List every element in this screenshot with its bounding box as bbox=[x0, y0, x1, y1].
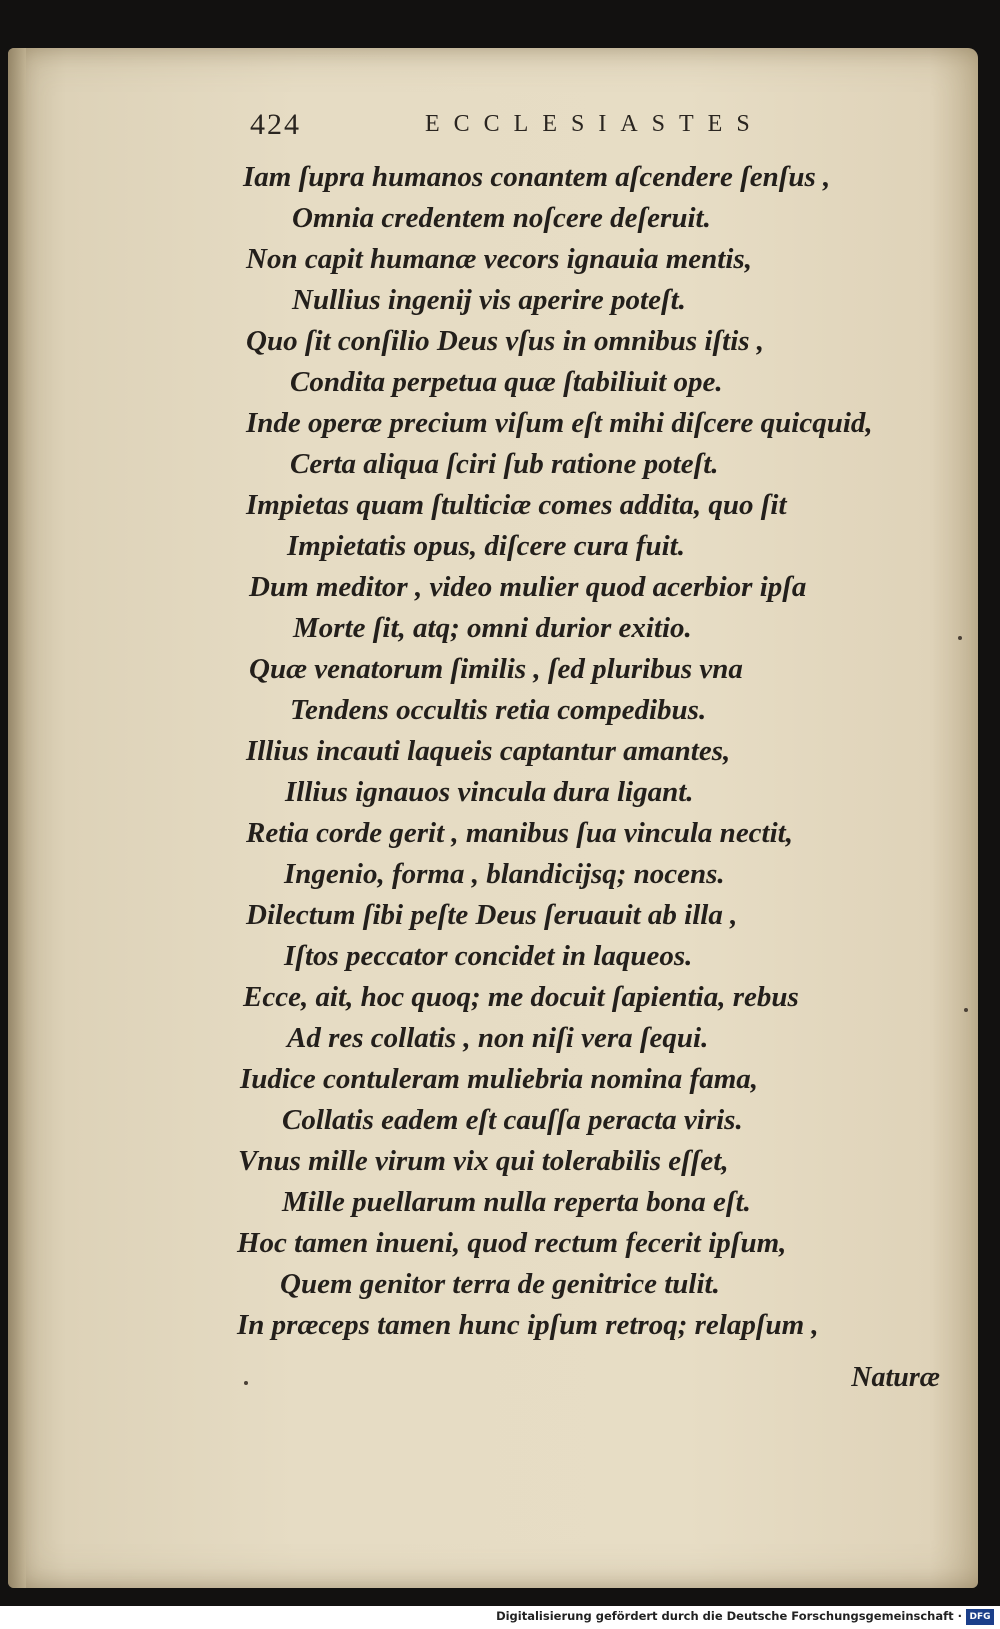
verse-line: Impietas quam ſtulticiæ comes addita, quo ſit bbox=[246, 489, 787, 521]
paper-speck bbox=[244, 1381, 248, 1385]
verse-line: Collatis eadem eſt cauſſa peracta viris. bbox=[282, 1104, 743, 1136]
verse-line: Dum meditor , video mulier quod acerbior ipſa bbox=[249, 571, 807, 603]
verse-line: Iudice contuleram muliebria nomina fama, bbox=[240, 1063, 759, 1095]
verse-line: In præceps tamen hunc ipſum retroq; relapſum , bbox=[237, 1309, 819, 1341]
verse-line: Ingenio, forma , blandicijsq; nocens. bbox=[284, 858, 725, 890]
verse-line: Quo ſit conſilio Deus vſus in omnibus iſtis , bbox=[246, 325, 765, 357]
catchword: Naturæ bbox=[851, 1362, 940, 1393]
verse-line: Certa aliqua ſciri ſub ratione poteſt. bbox=[290, 448, 719, 480]
funding-credit: Digitalisierung gefördert durch die Deutsche Forschungsgemeinschaft · bbox=[496, 1609, 962, 1623]
verse-line: Condita perpetua quæ ſtabiliuit ope. bbox=[290, 366, 723, 398]
verse-line: Illius ignauos vincula dura ligant. bbox=[285, 776, 694, 808]
verse-line: Impietatis opus, diſcere cura fuit. bbox=[287, 530, 685, 562]
verse-line: Morte ſit, atq; omni durior exitio. bbox=[293, 612, 692, 644]
verse-line: Vnus mille virum vix qui tolerabilis eſſet, bbox=[238, 1145, 729, 1177]
verse-line: Tendens occultis retia compedibus. bbox=[290, 694, 707, 726]
verse-line: Hoc tamen inueni, quod rectum fecerit ipſum, bbox=[237, 1227, 787, 1259]
verse-line: Iam ſupra humanos conantem aſcendere ſenſus , bbox=[243, 161, 831, 193]
page-number: 424 bbox=[250, 108, 301, 141]
digitization-footer bbox=[0, 1606, 1000, 1629]
verse-line: Nullius ingenij vis aperire poteſt. bbox=[292, 284, 686, 316]
verse-line: Inde operæ precium viſum eſt mihi diſcere quicquid, bbox=[246, 407, 873, 439]
verse-line: Omnia credentem noſcere deſeruit. bbox=[292, 202, 711, 234]
verse-line: Quæ venatorum ſimilis , ſed pluribus vna bbox=[249, 653, 743, 685]
verse-line: Dilectum ſibi peſte Deus ſeruauit ab illa , bbox=[246, 899, 738, 931]
verse-line: Illius incauti laqueis captantur amantes, bbox=[246, 735, 731, 767]
verse-line: Iſtos peccator concidet in laqueos. bbox=[284, 940, 693, 972]
paper-speck bbox=[964, 1008, 968, 1012]
verse-line: Mille puellarum nulla reperta bona eſt. bbox=[282, 1186, 751, 1218]
paper-speck bbox=[958, 636, 962, 640]
running-title: ECCLESIASTES bbox=[425, 111, 764, 137]
verse-line: Ad res collatis , non niſi vera ſequi. bbox=[287, 1022, 709, 1054]
verse-line: Non capit humanæ vecors ignauia mentis, bbox=[246, 243, 752, 275]
verse-line: Quem genitor terra de genitrice tulit. bbox=[280, 1268, 720, 1300]
dfg-logo-icon: DFG bbox=[966, 1609, 994, 1625]
verse-line: Ecce, ait, hoc quoq; me docuit ſapientia, rebus bbox=[243, 981, 799, 1013]
verse-line: Retia corde gerit , manibus ſua vincula nectit, bbox=[246, 817, 793, 849]
